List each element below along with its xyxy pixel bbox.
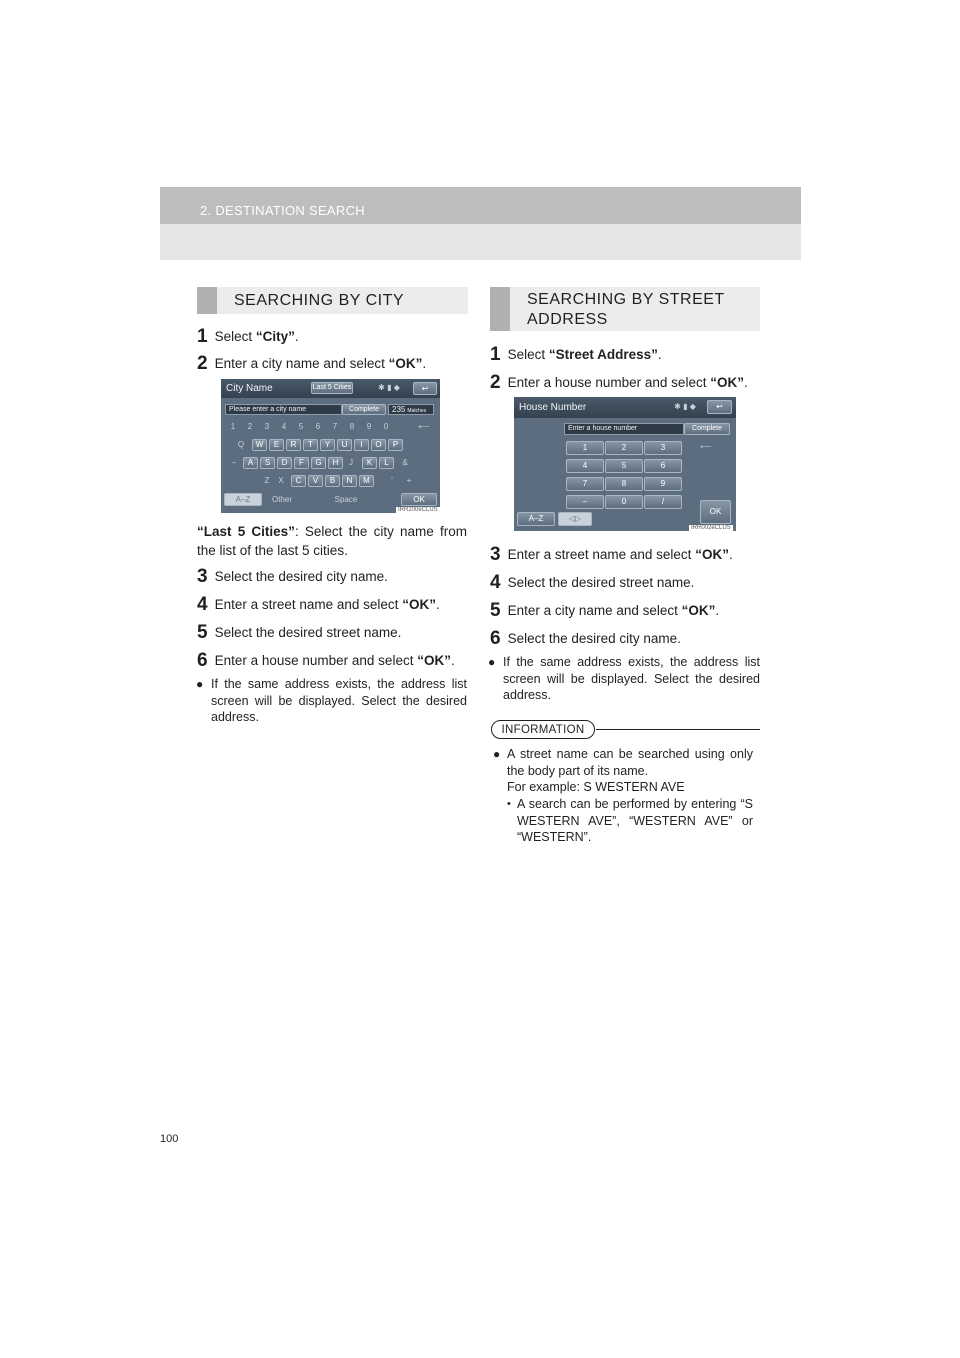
step-post: .: [743, 375, 748, 390]
step-text: Enter a street name and select: [507, 547, 696, 562]
information-subnote: [507, 796, 753, 846]
ok-button[interactable]: OK: [700, 500, 731, 524]
digit-key[interactable]: 1: [230, 422, 236, 431]
step-bold: “OK”: [402, 597, 436, 612]
digit-key[interactable]: 8: [349, 422, 355, 431]
step-bold: “Street Address”: [548, 347, 658, 362]
numpad-key[interactable]: 8: [605, 477, 643, 491]
digit-key[interactable]: 9: [366, 422, 372, 431]
section-heading-city: [197, 287, 468, 314]
digit-key[interactable]: 0: [383, 422, 389, 431]
section-title: SEARCHING BY CITY: [234, 292, 405, 309]
backspace-icon[interactable]: ⟵: [418, 422, 430, 431]
step-text: Enter a house number and select: [507, 375, 711, 390]
numpad-key[interactable]: 5: [605, 459, 643, 473]
bullet-text: If the same address exists, the address list screen will be displayed. Select the desired address.: [211, 677, 467, 724]
numpad-key[interactable]: 7: [566, 477, 604, 491]
right-bullet-note: [488, 654, 760, 704]
letter-key[interactable]: G: [311, 457, 326, 469]
section-heading-bar: [197, 287, 217, 314]
sub-bullet-icon: •: [507, 798, 511, 810]
digit-row: [227, 422, 407, 434]
letter-key[interactable]: Q: [237, 440, 245, 449]
ampersand-key[interactable]: &: [402, 458, 408, 467]
letter-key[interactable]: T: [303, 439, 318, 451]
step-post: .: [728, 547, 733, 562]
step-1: [197, 326, 299, 348]
step-number: 6: [490, 628, 501, 649]
bullet-icon: ●: [493, 747, 501, 761]
letter-key[interactable]: D: [277, 457, 292, 469]
letter-key[interactable]: L: [379, 457, 394, 469]
complete-button[interactable]: Complete: [342, 404, 386, 415]
letter-key[interactable]: F: [294, 457, 309, 469]
step-number: 4: [197, 594, 208, 615]
step-bold: “OK”: [388, 356, 423, 371]
last5-note: [197, 522, 467, 560]
numpad-key[interactable]: 3: [644, 441, 682, 455]
step-text: Enter a city name and select: [507, 603, 682, 618]
ok-button[interactable]: OK: [401, 493, 437, 506]
letter-key[interactable]: B: [325, 475, 340, 487]
step-bold: “OK”: [695, 547, 729, 562]
status-icons: ✱ ▮ ◆: [674, 402, 696, 411]
keyboard-row-1: [235, 439, 425, 452]
step-number: 2: [197, 353, 208, 374]
letter-key[interactable]: N: [342, 475, 357, 487]
digit-key[interactable]: 4: [281, 422, 287, 431]
figure-code: IRR200eCLUS: [398, 507, 438, 513]
step-post: .: [715, 603, 720, 618]
step-number: 5: [490, 600, 501, 621]
note-text: : Select the city name from the list of the last 5 cities.: [197, 524, 468, 558]
return-arrow-icon: ↩: [716, 402, 723, 411]
letter-key[interactable]: P: [388, 439, 403, 451]
step-2: [197, 353, 426, 375]
step-number: 4: [490, 572, 501, 593]
info-example: For example: S WESTERN AVE: [507, 780, 685, 794]
step-number: 2: [490, 372, 501, 393]
step-text: Select the desired street name.: [214, 625, 402, 640]
city-input-field[interactable]: Please enter a city name: [225, 404, 342, 415]
letter-key[interactable]: O: [371, 439, 386, 451]
step-text: Select the desired street name.: [507, 575, 695, 590]
step-bold: “OK”: [681, 603, 716, 618]
numpad-key[interactable]: 6: [644, 459, 682, 473]
step-text: Select the desired city name.: [214, 569, 388, 584]
az-button[interactable]: A–Z: [517, 512, 555, 526]
step-number: 1: [490, 344, 501, 365]
step-1: [490, 344, 662, 366]
house-number-screenshot: [514, 397, 736, 531]
return-arrow-icon: ↩: [421, 384, 429, 393]
information-rule: [596, 729, 760, 730]
apostrophe-key[interactable]: ': [391, 476, 393, 485]
bullet-text: If the same address exists, the address list screen will be displayed. Select the desired address.: [503, 655, 760, 702]
dash-key[interactable]: –: [231, 458, 237, 467]
digit-key[interactable]: 5: [298, 422, 304, 431]
section-heading-street: [490, 287, 760, 331]
complete-button[interactable]: Complete: [684, 423, 730, 435]
letter-key[interactable]: E: [269, 439, 284, 451]
letter-key[interactable]: S: [260, 457, 275, 469]
step-number: 1: [197, 326, 208, 347]
plus-key[interactable]: +: [406, 476, 412, 485]
step-post: .: [450, 653, 455, 668]
step-number: 3: [197, 566, 208, 587]
letter-key[interactable]: K: [362, 457, 377, 469]
step-text: Select the desired city name.: [507, 631, 681, 646]
step-6: [490, 628, 681, 650]
match-count: [388, 404, 434, 415]
section-heading-bar: [490, 287, 510, 331]
keyboard-row-3: [261, 475, 436, 488]
numpad-key[interactable]: 1: [566, 441, 604, 455]
step-text: Select: [507, 347, 549, 362]
letter-key[interactable]: Z: [264, 476, 270, 485]
letter-key[interactable]: H: [328, 457, 343, 469]
step-bold: “OK”: [710, 375, 744, 390]
step-bold: “City”: [255, 329, 295, 344]
letter-key[interactable]: M: [359, 475, 374, 487]
keyboard-swap-icon: ◁▷: [568, 514, 582, 523]
back-button[interactable]: [707, 400, 732, 414]
step-post: .: [657, 347, 662, 362]
numpad-key[interactable]: –: [566, 495, 604, 509]
back-button[interactable]: [413, 382, 437, 395]
backspace-icon[interactable]: ⟵: [700, 442, 712, 451]
space-button[interactable]: Space: [334, 495, 358, 504]
step-4: [490, 572, 694, 594]
az-button[interactable]: A–Z: [224, 493, 262, 506]
step-number: 6: [197, 650, 208, 671]
city-name-screenshot: [221, 379, 440, 513]
digit-key[interactable]: 3: [264, 422, 270, 431]
other-button[interactable]: Other: [271, 495, 292, 504]
step-3: [197, 566, 388, 588]
letter-key[interactable]: I: [354, 439, 369, 451]
bullet-icon: ●: [196, 677, 204, 691]
step-bold: “OK”: [417, 653, 451, 668]
step-2: [490, 372, 748, 394]
step-5: [197, 622, 401, 644]
letter-key[interactable]: W: [252, 439, 267, 451]
numpad-key[interactable]: /: [644, 495, 682, 509]
note-term: “Last 5 Cities”: [197, 524, 295, 539]
letter-key[interactable]: Y: [320, 439, 335, 451]
page-header: [160, 187, 801, 260]
digit-key[interactable]: 7: [332, 422, 338, 431]
match-number: 235: [392, 405, 406, 414]
letter-key[interactable]: R: [286, 439, 301, 451]
step-post: .: [435, 597, 440, 612]
bullet-icon: ●: [488, 655, 496, 669]
last5-cities-button[interactable]: Last 5 Cities: [311, 382, 353, 394]
step-5: [490, 600, 719, 622]
info-sub-text: A search can be performed by entering “S WESTERN AVE”, “WESTERN AVE” or “WESTERN”.: [517, 797, 753, 844]
digit-key[interactable]: 2: [247, 422, 253, 431]
step-number: 3: [490, 544, 501, 565]
screen-title: House Number: [519, 402, 587, 413]
house-number-input[interactable]: Enter a house number: [564, 423, 684, 435]
keyboard-row-2: [229, 457, 434, 470]
numpad-key[interactable]: 9: [644, 477, 682, 491]
letter-key[interactable]: U: [337, 439, 352, 451]
numpad-key[interactable]: 0: [605, 495, 643, 509]
numpad-key[interactable]: 4: [566, 459, 604, 473]
letter-key[interactable]: V: [308, 475, 323, 487]
step-text: Enter a city name and select: [214, 356, 389, 371]
header-title: 2. DESTINATION SEARCH: [200, 203, 365, 218]
section-title-line1: SEARCHING BY STREET: [527, 291, 725, 308]
digit-key[interactable]: 6: [315, 422, 321, 431]
letter-key[interactable]: A: [243, 457, 258, 469]
step-number: 5: [197, 622, 208, 643]
header-top-band: [160, 187, 801, 224]
letter-key[interactable]: J: [349, 458, 353, 467]
step-3: [490, 544, 733, 566]
step-text: Enter a house number and select: [214, 653, 418, 668]
step-post: .: [422, 356, 427, 371]
left-bullet-note: [196, 676, 467, 726]
keyboard-toggle-button[interactable]: [558, 512, 592, 526]
step-text: Enter a street name and select: [214, 597, 403, 612]
numpad-key[interactable]: 2: [605, 441, 643, 455]
screen-title: City Name: [226, 383, 273, 394]
information-note: [493, 746, 753, 796]
step-6: [197, 650, 455, 672]
status-icons: ✱ ▮ ◆: [378, 383, 400, 392]
step-text: Select: [214, 329, 256, 344]
match-label: Matches: [407, 408, 427, 414]
letter-key[interactable]: C: [291, 475, 306, 487]
letter-key[interactable]: X: [278, 476, 284, 485]
step-post: .: [294, 329, 299, 344]
page-number: 100: [160, 1133, 179, 1145]
section-title-line2: ADDRESS: [527, 311, 608, 328]
step-4: [197, 594, 440, 616]
figure-code: IRR002eCLUS: [691, 525, 731, 531]
info-text: A street name can be searched using only the body part of its name.: [507, 747, 753, 778]
information-label: INFORMATION: [491, 720, 595, 739]
